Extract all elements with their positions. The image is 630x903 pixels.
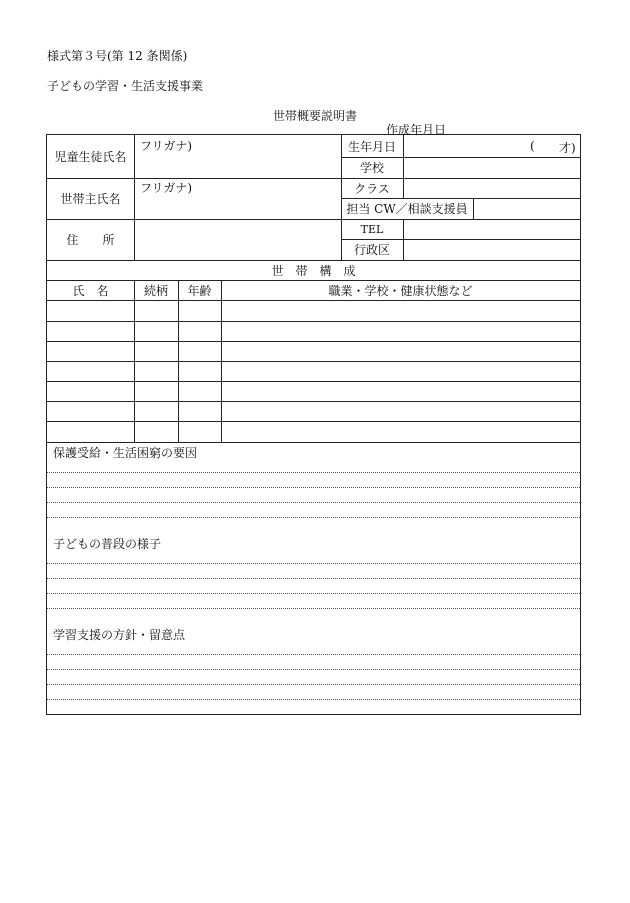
- class-label: クラス: [354, 181, 390, 196]
- ward-label: 行政区: [353, 243, 390, 257]
- row-divider: [47, 401, 580, 402]
- row-divider: [47, 442, 580, 443]
- column-header-occupation: 職業・学校・健康状態など: [328, 283, 473, 298]
- dotted-write-line: [47, 487, 580, 488]
- created-date-label: 作成年月日: [386, 123, 447, 137]
- school-label: 学校: [359, 161, 384, 175]
- row-divider: [47, 421, 580, 422]
- row-divider: [47, 361, 580, 362]
- caseworker-label: 担当 CW／相談支援員: [346, 202, 468, 216]
- support-policy-section-label: 学習支援の方針・留意点: [53, 628, 186, 642]
- column-divider: [473, 198, 474, 219]
- row-divider: [47, 341, 580, 342]
- column-header-name: 氏 名: [72, 283, 109, 298]
- furigana-label: フリガナ): [140, 139, 193, 153]
- column-divider: [178, 280, 179, 442]
- document-title: 世帯概要説明書: [272, 109, 357, 123]
- row-divider: [47, 300, 580, 301]
- column-header-relation: 続柄: [143, 283, 168, 298]
- tel-label: TEL: [360, 222, 384, 236]
- dotted-write-line: [47, 593, 580, 594]
- reason-section-label: 保護受給・生活困窮の要因: [53, 446, 198, 460]
- column-divider: [134, 280, 135, 442]
- household-section-title: 世 帯 構 成: [271, 263, 356, 278]
- age-open-paren: (: [530, 139, 535, 153]
- dotted-write-line: [47, 608, 580, 609]
- birthdate-label: 生年月日: [347, 139, 396, 154]
- dotted-write-line: [47, 563, 580, 564]
- address-label: 住 所: [66, 233, 115, 247]
- row-divider: [47, 381, 580, 382]
- dotted-write-line: [47, 517, 580, 518]
- column-divider: [134, 135, 135, 260]
- dotted-write-line: [47, 684, 580, 685]
- column-header-age: 年齢: [187, 283, 212, 298]
- column-divider: [221, 280, 222, 442]
- dotted-write-line: [47, 699, 580, 700]
- column-divider: [403, 219, 404, 260]
- dotted-write-line: [47, 669, 580, 670]
- student-name-label: 児童生徒氏名: [54, 150, 127, 164]
- dotted-write-line: [47, 472, 580, 473]
- householder-name-label: 世帯主氏名: [60, 192, 121, 206]
- age-suffix: 才): [559, 141, 576, 155]
- form-number: 様式第３号(第 12 条関係): [47, 49, 188, 63]
- column-divider: [403, 135, 404, 198]
- child-daily-section-label: 子どもの普段の様子: [53, 537, 162, 551]
- row-divider: [47, 321, 580, 322]
- furigana-label: フリガナ): [140, 181, 193, 195]
- dotted-write-line: [47, 502, 580, 503]
- program-name: 子どもの学習・生活支援事業: [47, 79, 204, 93]
- dotted-write-line: [47, 654, 580, 655]
- dotted-write-line: [47, 578, 580, 579]
- household-overview-form: [46, 134, 581, 715]
